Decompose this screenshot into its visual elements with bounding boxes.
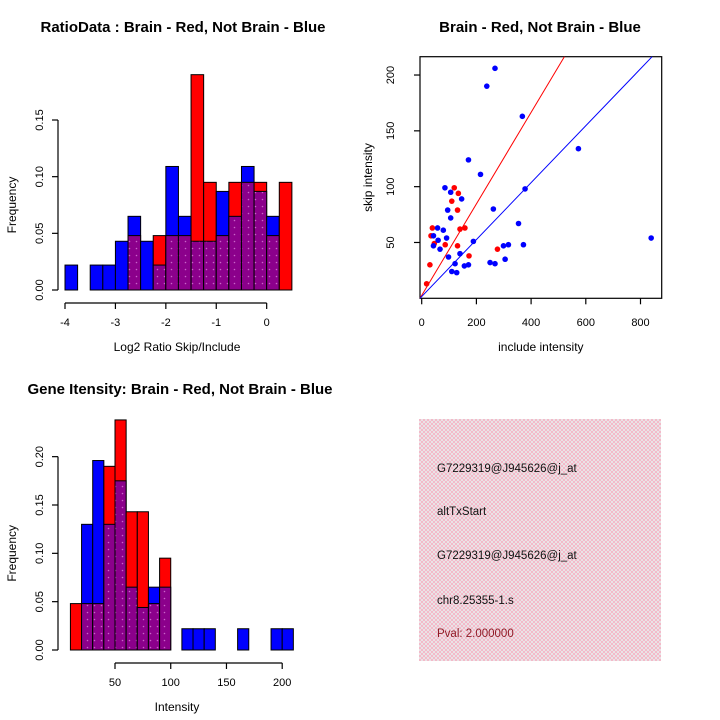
svg-text:200: 200 xyxy=(273,677,292,689)
svg-text:200: 200 xyxy=(385,65,397,85)
svg-text:50: 50 xyxy=(108,677,122,689)
svg-text:400: 400 xyxy=(521,317,541,329)
title-gene-intensity-histogram: Gene Itensity: Brain - Red, Not Brain - Blue xyxy=(27,381,333,398)
svg-text:200: 200 xyxy=(467,317,486,329)
info-line-event-type: altTxStart xyxy=(437,506,487,518)
svg-text:800: 800 xyxy=(631,317,650,329)
svg-text:0.00: 0.00 xyxy=(34,639,46,661)
ratio-histogram xyxy=(5,75,292,354)
svg-text:150: 150 xyxy=(385,121,397,141)
info-line-chromosome-location: chr8.25355-1.s xyxy=(437,595,514,607)
svg-text:100: 100 xyxy=(385,177,397,196)
svg-text:-1: -1 xyxy=(211,317,222,329)
gene-intensity-histogram xyxy=(5,420,293,714)
svg-text:-4: -4 xyxy=(60,317,70,329)
svg-text:600: 600 xyxy=(576,317,595,329)
svg-text:0.05: 0.05 xyxy=(34,590,46,613)
svg-text:Frequency: Frequency xyxy=(5,524,19,582)
svg-text:skip intensity: skip intensity xyxy=(361,143,375,212)
svg-text:0: 0 xyxy=(418,317,425,329)
info-box xyxy=(419,419,661,661)
svg-text:0.20: 0.20 xyxy=(34,445,46,468)
title-ratio-histogram: RatioData : Brain - Red, Not Brain - Blue xyxy=(40,19,326,36)
svg-text:-3: -3 xyxy=(110,317,121,329)
svg-text:100: 100 xyxy=(161,677,180,689)
svg-text:0.15: 0.15 xyxy=(34,494,46,516)
svg-text:150: 150 xyxy=(217,677,236,689)
svg-text:Log2 Ratio Skip/Include: Log2 Ratio Skip/Include xyxy=(113,340,241,354)
svg-text:0.15: 0.15 xyxy=(34,109,46,131)
svg-text:0.05: 0.05 xyxy=(34,222,46,245)
intensity-scatter xyxy=(361,57,662,354)
svg-text:0.00: 0.00 xyxy=(34,279,46,301)
info-line-pvalue: Pval: 2.000000 xyxy=(437,628,514,640)
title-intensity-scatter: Brain - Red, Not Brain - Blue xyxy=(439,19,641,36)
svg-text:-2: -2 xyxy=(160,317,171,329)
svg-text:Frequency: Frequency xyxy=(5,176,19,234)
svg-text:0: 0 xyxy=(263,317,270,329)
svg-text:0.10: 0.10 xyxy=(34,165,46,188)
svg-text:Intensity: Intensity xyxy=(154,700,200,714)
info-line-probe-id-1: G7229319@J945626@j_at xyxy=(437,463,577,475)
info-line-probe-id-2: G7229319@J945626@j_at xyxy=(437,550,577,562)
svg-text:50: 50 xyxy=(385,236,397,249)
svg-text:0.10: 0.10 xyxy=(34,542,46,565)
svg-text:include intensity: include intensity xyxy=(498,340,584,354)
